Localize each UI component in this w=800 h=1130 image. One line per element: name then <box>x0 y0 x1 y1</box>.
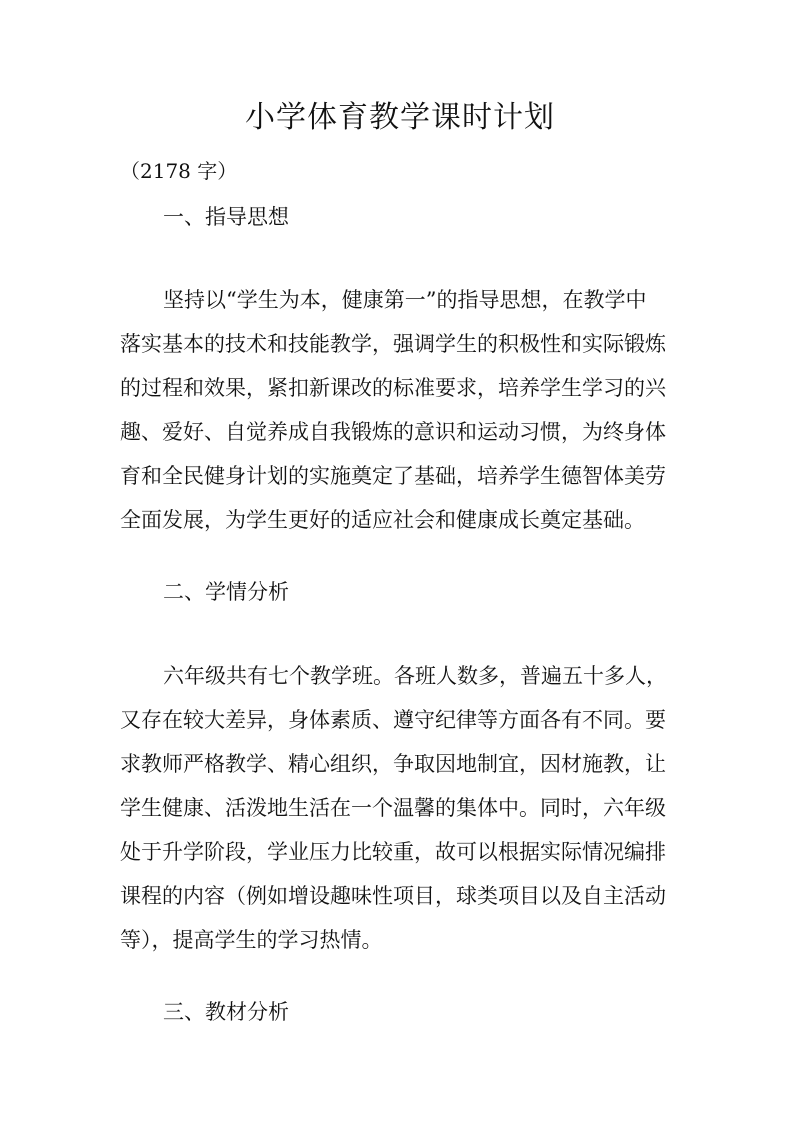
paragraph-line: 等），提高学生的学习热情。 <box>120 928 383 952</box>
paragraph-line: 趣、爱好、自觉养成自我锻炼的意识和运动习惯，为终身体 <box>120 420 666 444</box>
paragraph-line: 学生健康、活泼地生活在一个温馨的集体中。同时，六年级 <box>120 796 666 820</box>
word-count: （2178 字） <box>120 159 238 183</box>
paragraph-line: 六年级共有七个教学班。各班人数多，普遍五十多人， <box>163 664 667 688</box>
section-heading-student-analysis: 二、学情分析 <box>163 580 289 604</box>
document-title: 小学体育教学课时计划 <box>245 100 555 135</box>
paragraph-line: 求教师严格教学、精心组织，争取因地制宜，因材施教，让 <box>120 752 666 776</box>
section-paragraph-student-analysis <box>120 654 690 962</box>
paragraph-line: 的过程和效果，紧扣新课改的标准要求，培养学生学习的兴 <box>120 376 666 400</box>
paragraph-line: 坚持以“学生为本，健康第一”的指导思想，在教学中 <box>163 288 647 312</box>
section-heading-material-analysis: 三、教材分析 <box>163 1000 289 1024</box>
paragraph-line: 落实基本的技术和技能教学，强调学生的积极性和实际锻炼 <box>120 332 666 356</box>
paragraph-line: 全面发展，为学生更好的适应社会和健康成长奠定基础。 <box>120 508 645 532</box>
section-paragraph-guiding-ideology <box>120 278 690 542</box>
paragraph-line: 课程的内容（例如增设趣味性项目，球类项目以及自主活动 <box>120 884 666 908</box>
section-heading-guiding-ideology: 一、指导思想 <box>163 205 289 229</box>
paragraph-line: 育和全民健身计划的实施奠定了基础，培养学生德智体美劳 <box>120 464 666 488</box>
paragraph-line: 又存在较大差异，身体素质、遵守纪律等方面各有不同。要 <box>120 708 666 732</box>
paragraph-line: 处于升学阶段，学业压力比较重，故可以根据实际情况编排 <box>120 840 666 864</box>
